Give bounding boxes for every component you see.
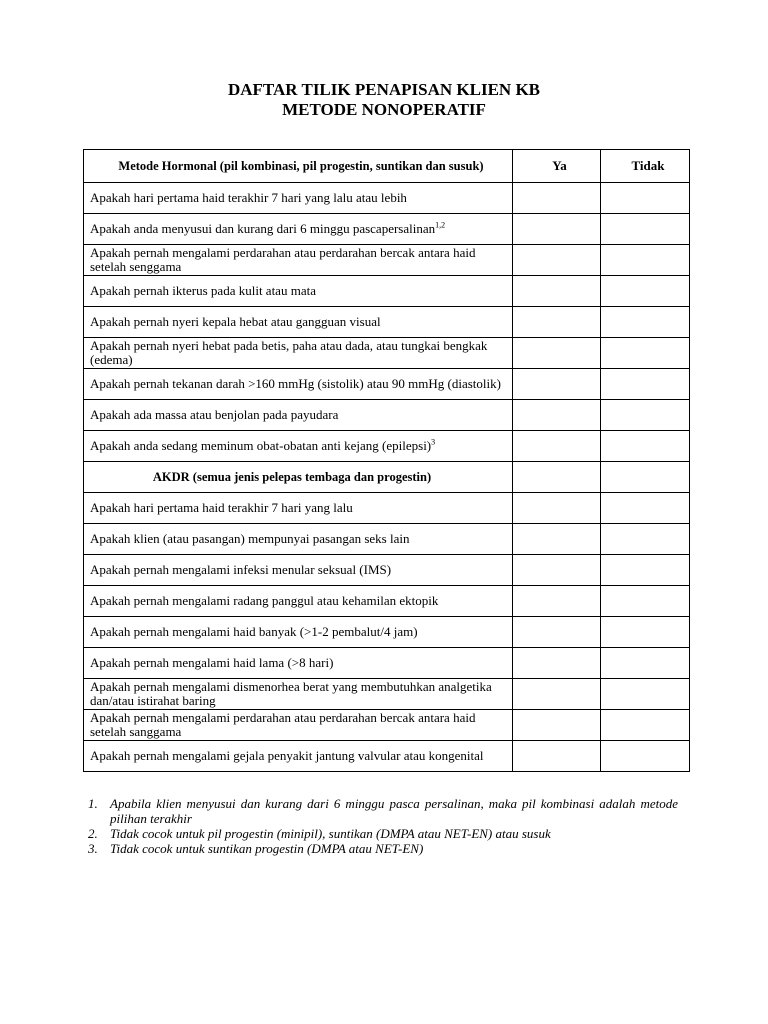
question-label: Apakah pernah mengalami gejala penyakit jantung valvular atau kongenital [90,748,484,763]
ya-checkbox-cell[interactable] [513,493,601,524]
question-text [84,710,513,741]
table-row [84,555,690,586]
question-label: Apakah anda sedang meminum obat-obatan anti kejang (epilepsi) [90,438,432,453]
empty-cell [513,462,601,493]
tidak-checkbox-cell[interactable] [601,338,690,369]
table-row [84,214,690,245]
tidak-checkbox-cell[interactable] [601,648,690,679]
table-row [84,276,690,307]
checklist-body [84,150,690,772]
table-row [84,493,690,524]
question-text [84,276,513,307]
question-text [84,493,513,524]
ya-checkbox-cell[interactable] [513,524,601,555]
question-text [84,307,513,338]
footnote-number: 3. [88,841,98,856]
footnotes-list [88,796,678,856]
tidak-checkbox-cell[interactable] [601,214,690,245]
question-text [84,617,513,648]
footnote-text: Apabila klien menyusui dan kurang dari 6 minggu pasca persalinan, maka pil kombinasi adalah metode pilihan terakhir [110,796,678,826]
akdr-section-label: AKDR (semua jenis pelepas tembaga dan progestin) [152,470,432,484]
ya-checkbox-cell[interactable] [513,710,601,741]
question-label: Apakah ada massa atau benjolan pada payudara [90,407,339,422]
table-row [84,400,690,431]
tidak-checkbox-cell[interactable] [601,183,690,214]
ya-checkbox-cell[interactable] [513,400,601,431]
question-text [84,741,513,772]
ya-checkbox-cell[interactable] [513,648,601,679]
table-row [84,710,690,741]
question-label: Apakah anda menyusui dan kurang dari 6 minggu pascapersalinan [90,221,436,236]
question-label: Apakah pernah mengalami haid banyak (>1-2 pembalut/4 jam) [90,624,418,639]
question-label: Apakah pernah mengalami perdarahan atau perdarahan bercak antara haid setelah senggama [90,245,476,274]
question-text [84,214,513,245]
tidak-checkbox-cell[interactable] [601,710,690,741]
question-label: Apakah hari pertama haid terakhir 7 hari yang lalu [90,500,353,515]
question-text [84,369,513,400]
question-label: Apakah hari pertama haid terakhir 7 hari yang lalu atau lebih [90,190,407,205]
footnote-ref: 3 [431,437,436,447]
footnote-number: 2. [88,826,98,841]
table-row [84,524,690,555]
tidak-checkbox-cell[interactable] [601,307,690,338]
screening-checklist-table [83,149,690,772]
question-label: Apakah pernah mengalami haid lama (>8 hari) [90,655,334,670]
tidak-checkbox-cell[interactable] [601,493,690,524]
ya-checkbox-cell[interactable] [513,741,601,772]
table-row [84,586,690,617]
table-header-row [84,150,690,183]
ya-checkbox-cell[interactable] [513,307,601,338]
question-label: Apakah pernah mengalami perdarahan atau perdarahan bercak antara haid setelah sanggama [90,710,476,739]
table-row [84,245,690,276]
question-label: Apakah pernah tekanan darah >160 mmHg (sistolik) atau 90 mmHg (diastolik) [90,376,501,391]
empty-cell [601,462,690,493]
question-text [84,431,513,462]
ya-checkbox-cell[interactable] [513,183,601,214]
table-row [84,431,690,462]
ya-checkbox-cell[interactable] [513,245,601,276]
ya-checkbox-cell[interactable] [513,276,601,307]
question-label: Apakah klien (atau pasangan) mempunyai pasangan seks lain [90,531,410,546]
footnote-text: Tidak cocok untuk suntikan progestin (DMPA atau NET-EN) [110,841,424,856]
question-label: Apakah pernah mengalami infeksi menular seksual (IMS) [90,562,392,577]
question-label: Apakah pernah mengalami dismenorhea berat yang membutuhkan analgetika dan/atau istirahat baring [90,679,492,708]
ya-checkbox-cell[interactable] [513,555,601,586]
footnote-item [88,826,678,841]
question-label: Apakah pernah mengalami radang panggul atau kehamilan ektopik [90,593,439,608]
tidak-checkbox-cell[interactable] [601,400,690,431]
footnote-item [88,841,678,856]
question-label: Apakah pernah nyeri hebat pada betis, paha atau dada, atau tungkai bengkak (edema) [90,338,488,367]
table-row [84,617,690,648]
question-label: Apakah pernah ikterus pada kulit atau mata [90,283,316,298]
tidak-checkbox-cell[interactable] [601,586,690,617]
ya-checkbox-cell[interactable] [513,586,601,617]
question-text [84,400,513,431]
table-row [84,338,690,369]
question-text [84,183,513,214]
tidak-column-header: Tidak [601,150,690,183]
footnote-number: 1. [88,796,98,811]
tidak-checkbox-cell[interactable] [601,369,690,400]
table-row [84,183,690,214]
question-label: Apakah pernah nyeri kepala hebat atau gangguan visual [90,314,381,329]
ya-checkbox-cell[interactable] [513,431,601,462]
hormonal-method-header: Metode Hormonal (pil kombinasi, pil progestin, suntikan dan susuk) [84,150,513,183]
tidak-checkbox-cell[interactable] [601,617,690,648]
tidak-checkbox-cell[interactable] [601,741,690,772]
tidak-checkbox-cell[interactable] [601,524,690,555]
tidak-checkbox-cell[interactable] [601,276,690,307]
footnote-ref: 1,2 [435,220,446,230]
akdr-section-header [84,462,513,493]
ya-column-header: Ya [513,150,601,183]
ya-checkbox-cell[interactable] [513,338,601,369]
ya-checkbox-cell[interactable] [513,214,601,245]
ya-checkbox-cell[interactable] [513,617,601,648]
table-row [84,741,690,772]
table-row [84,369,690,400]
ya-checkbox-cell[interactable] [513,679,601,710]
question-text [84,586,513,617]
question-text [84,524,513,555]
footnote-item [88,796,678,826]
tidak-checkbox-cell[interactable] [601,679,690,710]
question-text [84,648,513,679]
question-text [84,338,513,369]
document-subtitle: METODE NONOPERATIF [282,100,486,119]
tidak-checkbox-cell[interactable] [601,245,690,276]
akdr-section-row [84,462,690,493]
tidak-checkbox-cell[interactable] [601,555,690,586]
document-title: DAFTAR TILIK PENAPISAN KLIEN KB [227,80,541,99]
table-row [84,648,690,679]
ya-checkbox-cell[interactable] [513,369,601,400]
table-row [84,307,690,338]
question-text [84,245,513,276]
table-row [84,679,690,710]
question-text [84,555,513,586]
tidak-checkbox-cell[interactable] [601,431,690,462]
question-text [84,679,513,710]
footnote-text: Tidak cocok untuk pil progestin (minipil), suntikan (DMPA atau NET-EN) atau susuk [110,826,551,841]
